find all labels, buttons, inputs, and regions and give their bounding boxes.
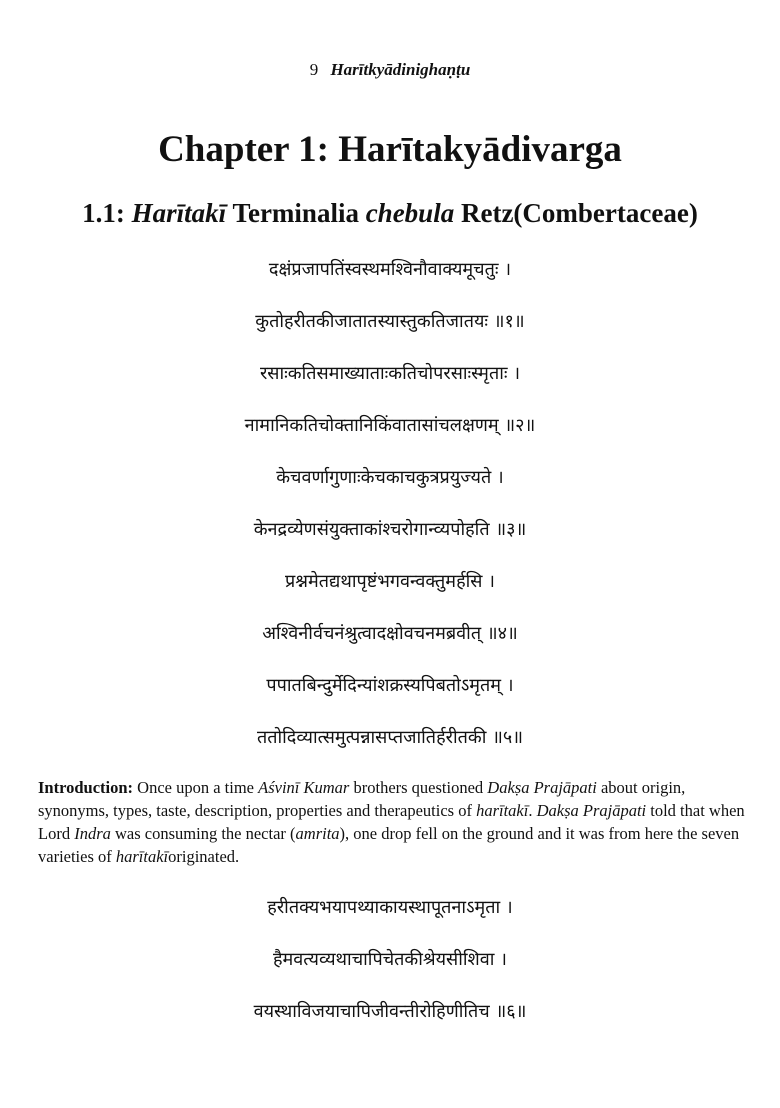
- intro-text: brothers questioned: [349, 778, 488, 797]
- species-name: chebula: [365, 198, 455, 228]
- verse-line: केचवर्णागुणाःकेचकाचकुत्रप्रयुज्यते ।: [276, 467, 504, 488]
- verse-line: प्रश्नमेतद्यथापृष्टंभगवन्वक्तुमर्हसि ।: [284, 571, 496, 592]
- intro-term: harītakī: [115, 847, 169, 866]
- intro-name: Dakṣa Prajāpati: [487, 778, 597, 797]
- running-header: [0, 60, 780, 80]
- chapter-title: Chapter 1: Harītakyādivarga: [158, 129, 622, 170]
- verse-line: अश्विनीर्वचनंश्रुत्वादक्षोवचनमब्रवीत् ॥४॥: [262, 623, 518, 644]
- verse-line: नामानिकतिचोक्तानिकिंवातासांचलक्षणम् ॥२॥: [244, 415, 536, 436]
- verse-line: हरीतक्यभयापथ्याकायस्थापूतनाऽमृता ।: [267, 897, 513, 918]
- verse-line: हैमवत्यव्यथाचापिचेतकीश्रेयसीशिवा ।: [272, 949, 508, 970]
- section-number: 1.1:: [82, 198, 125, 228]
- verse-line: वयस्थाविजयाचापिजीवन्तीरोहिणीतिच ॥६॥: [253, 1001, 527, 1022]
- intro-text: about origin, synonyms, types, taste, description, properties and therapeutics of: [38, 778, 686, 820]
- intro-text: .: [528, 801, 537, 820]
- intro-term: harītakī: [476, 801, 529, 820]
- intro-text: originated.: [168, 847, 240, 866]
- verse-block-1: [0, 244, 780, 764]
- intro-text: told that when Lord: [38, 801, 745, 843]
- intro-text: Once upon a time: [133, 778, 259, 797]
- intro-text: ), one drop fell on the ground and it was from here the seven varieties of: [38, 824, 740, 866]
- verse-line: दक्षंप्रजापतिंस्वस्थमश्विनौवाक्यमूचतुः ।: [268, 259, 512, 280]
- verse-line: कुतोहरीतकीजातातस्यास्तुकतिजातयः ॥१॥: [255, 311, 525, 332]
- plant-name: Harītakī: [131, 198, 227, 228]
- intro-name: Indra: [74, 824, 111, 843]
- introduction-paragraph: [38, 776, 746, 868]
- intro-name: Aśvinī Kumar: [258, 778, 350, 797]
- author-family: Retz(Combertaceae): [460, 198, 698, 228]
- genus-name: Terminalia: [232, 198, 359, 228]
- intro-text: was consuming the nectar (: [110, 824, 296, 843]
- page-number: 9: [309, 60, 319, 79]
- section-heading: [0, 198, 780, 229]
- intro-name: Dakṣa Prajāpati: [536, 801, 647, 820]
- verse-line: केनद्रव्येणसंयुक्ताकांश्चरोगान्व्यपोहति ॥३॥: [253, 519, 527, 540]
- running-title: Harītkyādinighaṇṭu: [330, 60, 471, 79]
- introduction-label: Introduction:: [38, 778, 134, 797]
- intro-term: amrita: [295, 824, 340, 843]
- verse-line: ततोदिव्यात्समुत्पन्नासप्तजातिर्हरीतकी ॥५॥: [256, 727, 524, 748]
- verse-line: पपातबिन्दुर्मेदिन्यांशक्रस्यपिबतोऽमृतम् ।: [266, 675, 514, 696]
- verse-line: रसाःकतिसमाख्याताःकतिचोपरसाःस्मृताः ।: [259, 363, 521, 384]
- verse-block-2: [0, 882, 780, 1038]
